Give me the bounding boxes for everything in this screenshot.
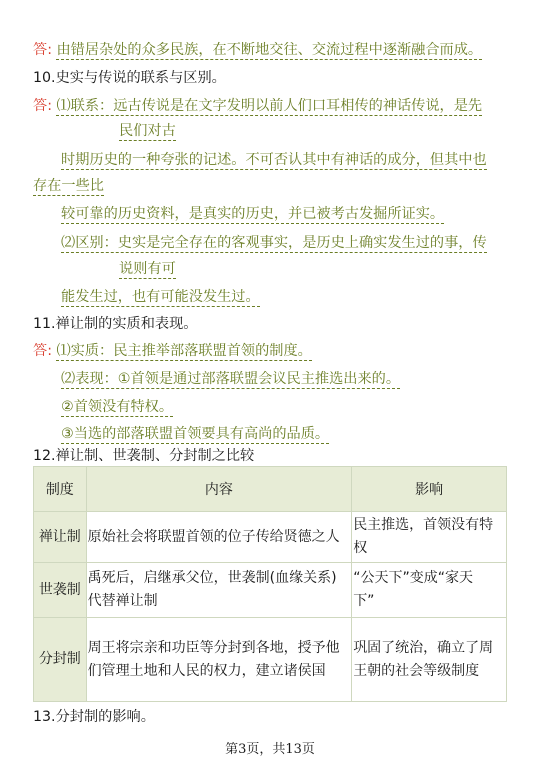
answer-mark: 答:	[33, 98, 52, 114]
comparison-table	[33, 466, 507, 702]
answer-10-line-3: 时期历史的一种夸张的记述。不可否认其中有神话的成分，但其中也	[61, 152, 487, 168]
row-effect: “公天下”变成“家天 下”	[352, 563, 507, 618]
question-12: 12.禅让制、世袭制、分封制之比较	[33, 448, 255, 464]
table-header-row	[34, 467, 507, 512]
answer-mark: 答:	[33, 343, 52, 359]
row-content: 周王将宗亲和功臣等分封到各地，授予他 们管理土地和人民的权力，建立诸侯国	[86, 618, 352, 702]
answer-10-line-1	[33, 96, 482, 116]
answer-10-line-2: 民们对古	[119, 123, 176, 139]
answer-11-line-4: ③当选的部落联盟首领要具有高尚的品质。	[61, 426, 330, 442]
row-effect: 巩固了统治，确立了周 王朝的社会等级制度	[352, 618, 507, 702]
answer-line-9	[33, 40, 482, 60]
answer-mark: 答:	[33, 42, 52, 58]
row-name: 分封制	[34, 618, 87, 702]
answer-11-line-2: ⑵表现：①首领是通过部落联盟会议民主推选出来的。	[61, 371, 401, 387]
answer-11-line-1: 答: ⑴实质：民主推举部落联盟首领的制度。	[33, 343, 312, 359]
header-effect: 影响	[352, 467, 507, 512]
table-row	[34, 618, 507, 702]
question-13: 13.分封制的影响。	[33, 709, 155, 725]
answer-10-line-5: 较可靠的历史资料，是真实的历史，并已被考古发掘所证实。	[61, 206, 445, 222]
header-content: 内容	[86, 467, 352, 512]
answer-10-line-8: 能发生过，也有可能没发生过。	[61, 289, 260, 305]
row-content: 原始社会将联盟首领的位子传给贤德之人	[86, 512, 352, 563]
answer-text: 由错居杂处的众多民族，在不断地交往、交流过程中逐渐融合而成。	[56, 42, 483, 58]
row-name: 世袭制	[34, 563, 87, 618]
table-row	[34, 563, 507, 618]
answer-10-line-7: 说则有可	[119, 261, 176, 277]
answer-10-line-6: ⑵区别：史实是完全存在的客观事实，是历史上确实发生过的事，传	[61, 235, 487, 251]
row-content: 禹死后，启继承父位，世袭制(血缘关系) 代替禅让制	[86, 563, 352, 618]
answer-10-link: ⑴联系：远古传说是在文字发明以前人们口耳相传的神话传说，是先	[56, 98, 483, 114]
table-row	[34, 512, 507, 563]
header-system: 制度	[34, 467, 87, 512]
answer-10-line-4: 存在一些比	[33, 178, 104, 194]
question-10: 10.史实与传说的联系与区别。	[33, 70, 226, 86]
row-name: 禅让制	[34, 512, 87, 563]
question-11: 11.禅让制的实质和表现。	[33, 316, 198, 332]
row-effect: 民主推选，首领没有特 权	[352, 512, 507, 563]
answer-11-line-3: ②首领没有特权。	[61, 399, 174, 415]
page-footer: 第3页，共13页	[225, 742, 315, 757]
